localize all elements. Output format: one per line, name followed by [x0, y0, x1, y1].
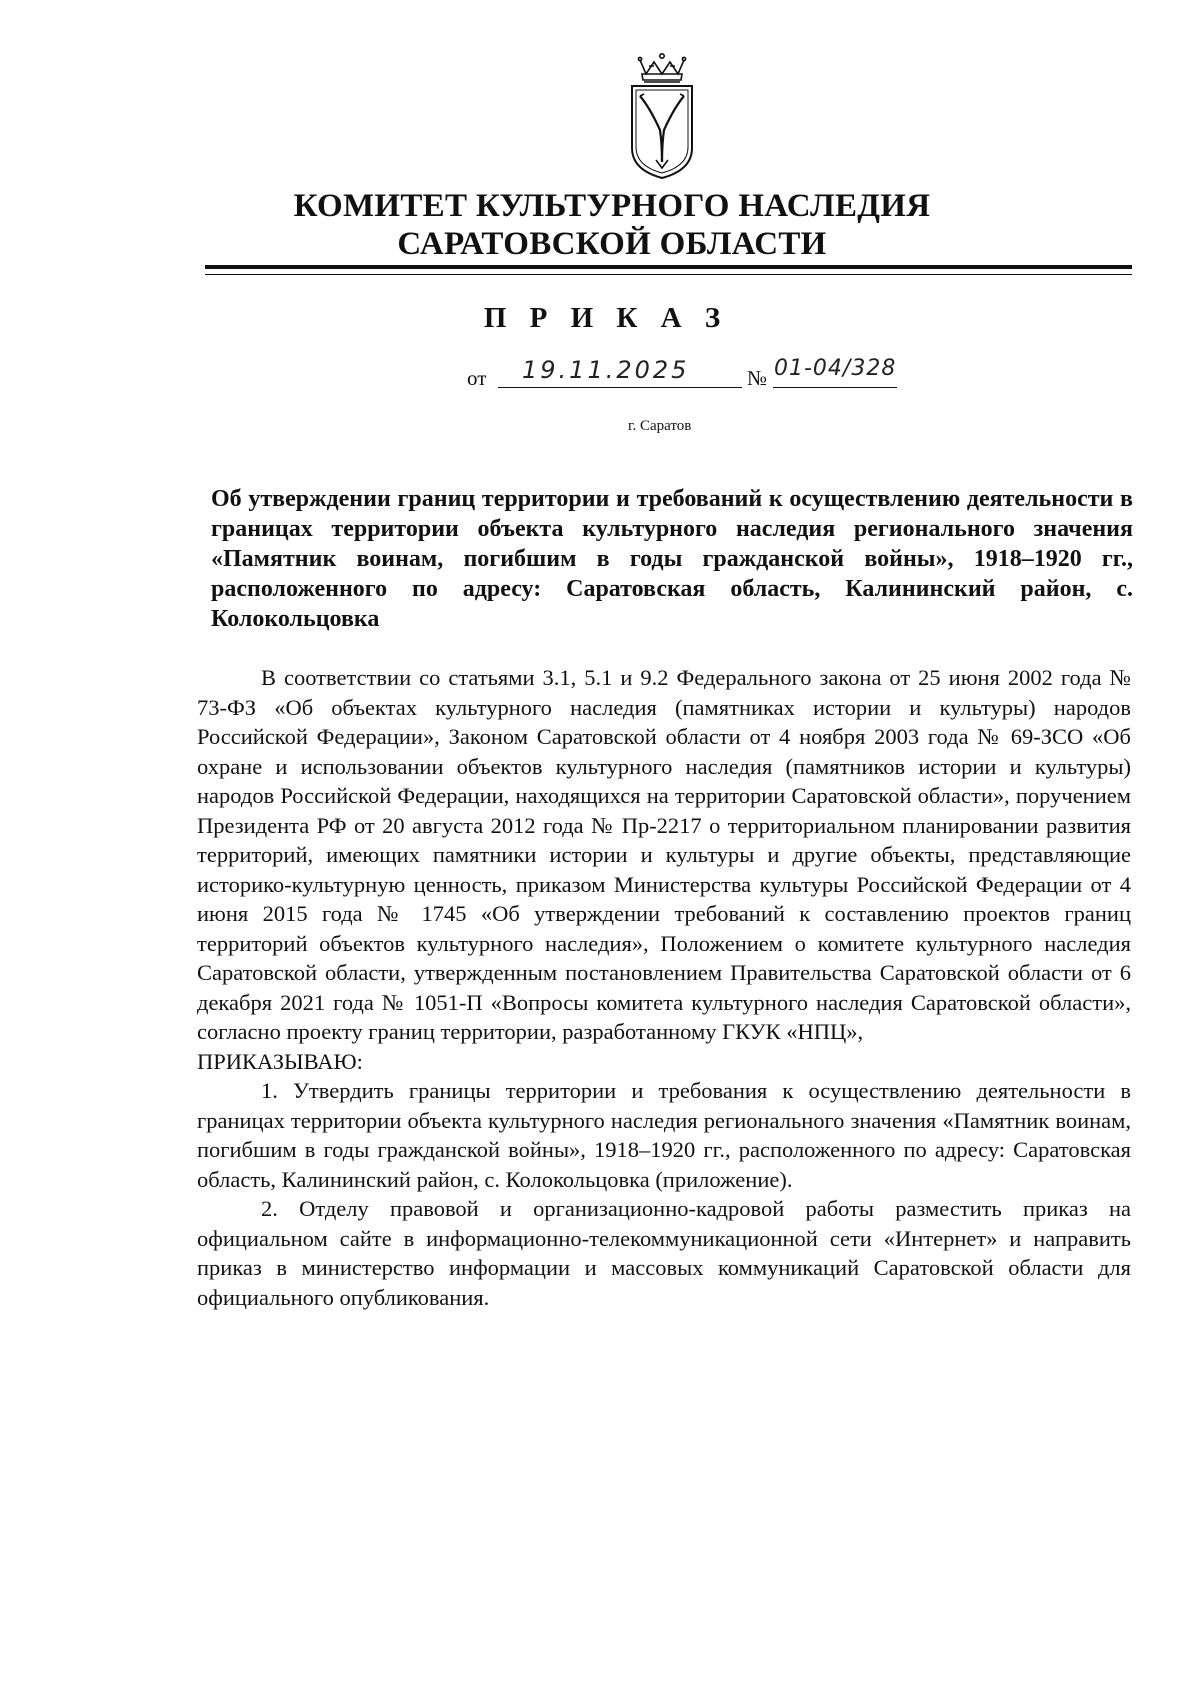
organization-name-line-1: КОМИТЕТ КУЛЬТУРНОГО НАСЛЕДИЯ: [293, 188, 931, 224]
order-item-1: 1. Утвердить границы территории и требования к осуществлению деятельности в границах территории объекта культурного наследия регионального значения «Памятник воинам, погибшим в годы гражданской войны», 1918–1920 гг., расположенного по адресу: Саратовская область, Калининский район, с. Колокольцовка (приложение).: [197, 1078, 1131, 1192]
city: г. Саратов: [628, 418, 692, 434]
date-prefix: от: [467, 366, 487, 390]
date-underline: [498, 387, 742, 388]
saratov-oblast-coat-of-arms-icon: [626, 52, 698, 182]
header-rule-thick: [205, 265, 1132, 269]
order-word: ПРИКАЗЫВАЮ:: [197, 1048, 363, 1074]
order-title-text: Об утверждении границ территории и требований к осуществлению деятельности в границах территории объекта культурного наследия регионального значения «Памятник воинам, погибшим в годы гражданской войны», 1918–1920 гг., расположенного по адресу: Саратовская область, Калининский район, с. Колокольцовка: [211, 486, 1133, 632]
number-prefix: №: [747, 366, 768, 390]
order-item-2: 2. Отделу правовой и организационно-кадровой работы разместить приказ на официальном сайте в информационно-телекоммуникационной сети «Интернет» и направить приказ в министерство информации и массовых коммуникаций Саратовской области для официального опубликования.: [197, 1196, 1131, 1310]
preamble-paragraph: В соответствии со статьями 3.1, 5.1 и 9.2 Федерального закона от 25 июня 2002 года № 73-ФЗ «Об объектах культурного наследия (памятниках истории и культуры) народов Российской Федерации», Законом Саратовской области от 4 ноября 2003 года № 69-ЗСО «Об охране и использовании объектов культурного наследия (памятников истории и культуры) народов Российской Федерации, находящихся на территории Саратовской области», поручением Президента РФ от 20 августа 2012 года № Пр-2217 о территориальном планировании развития территорий, имеющих памятники истории и культуры и другие объекты, представляющие историко-культурную ценность, приказом Министерства культуры Российской Федерации от 4 июня 2015 года № 1745 «Об утверждении требований к составлению проектов границ территорий объектов культурного наследия», Положением о комитете культурного наследия Саратовской области, утвержденным постановлением Правительства Саратовской области от 6 декабря 2021 года № 1051-П «Вопросы комитета культурного наследия Саратовской области», согласно проекту границ территории, разработанному ГКУК «НПЦ»,: [197, 665, 1131, 1044]
order-number: 01-04/328: [774, 356, 897, 381]
document-type-heading: П Р И К А З: [483, 302, 729, 334]
header-rule-thin: [205, 274, 1132, 275]
order-title: [211, 460, 1133, 658]
organization-name-line-2: САРАТОВСКОЙ ОБЛАСТИ: [397, 226, 827, 262]
order-date: 19.11.2025: [522, 356, 690, 384]
order-body: [197, 663, 1131, 1312]
number-underline: [773, 387, 897, 388]
